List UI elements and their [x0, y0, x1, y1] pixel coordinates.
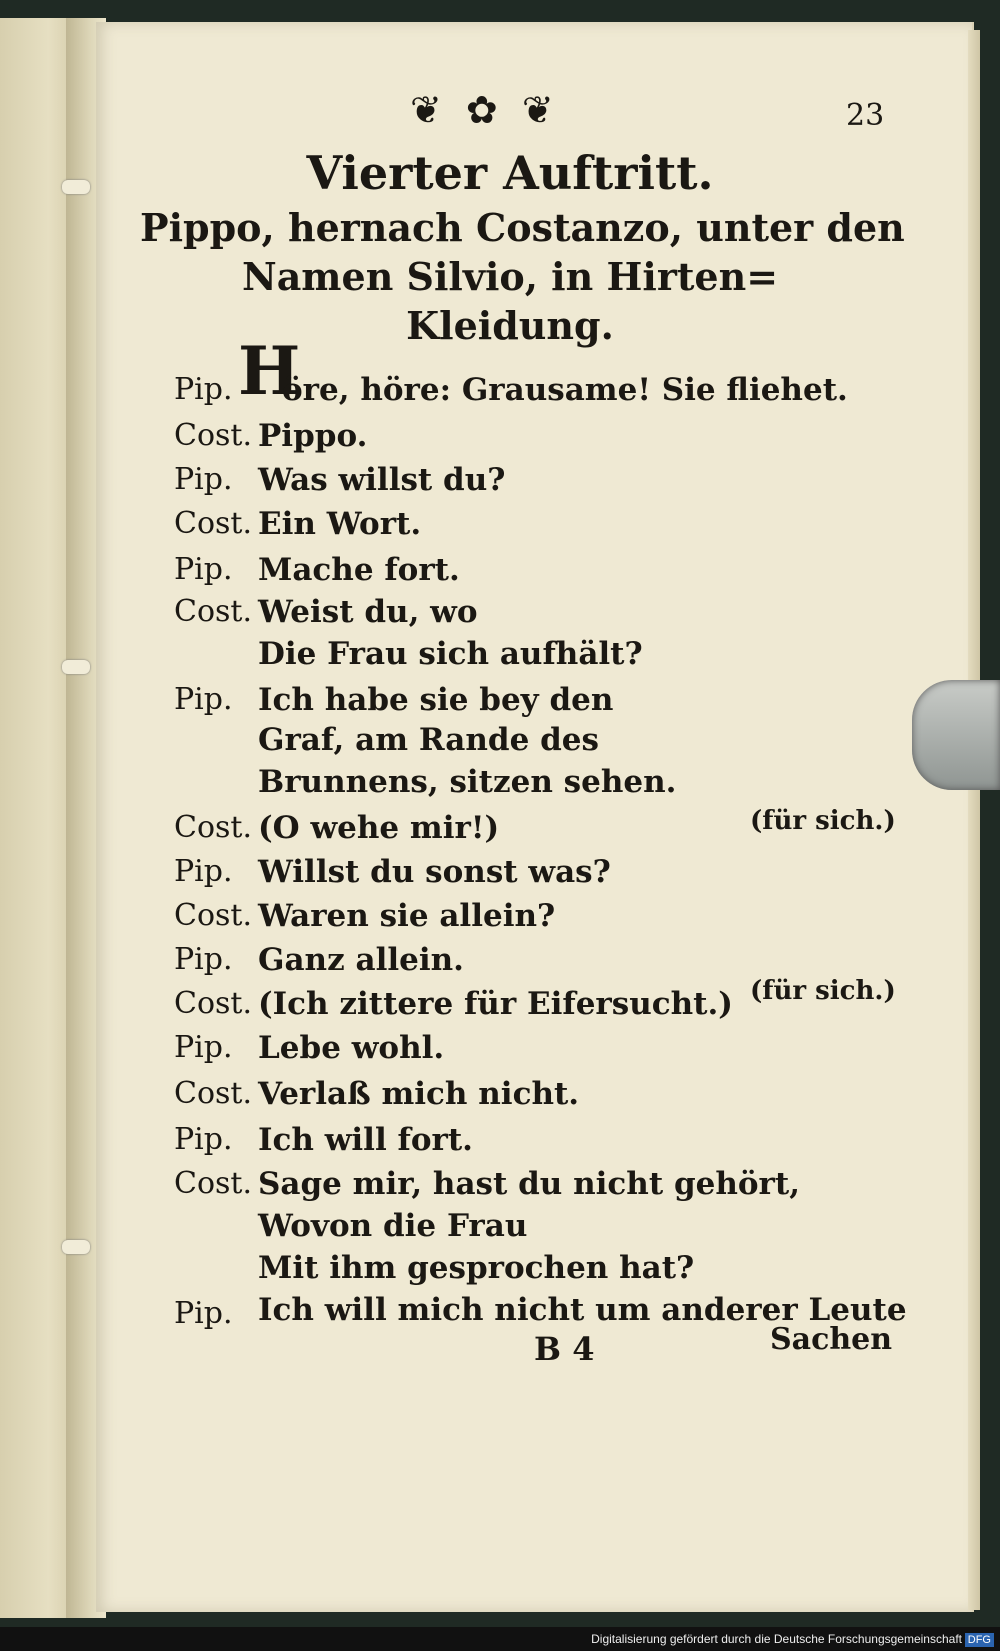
- speaker-label: Cost.: [174, 594, 253, 629]
- page-number: 23: [846, 98, 885, 133]
- speaker-label: Pip.: [174, 682, 233, 717]
- speaker-label: Pip.: [174, 1030, 233, 1065]
- dialogue-line: Die Frau sich aufhält?: [258, 636, 643, 672]
- dialogue-line: Mit ihm gesprochen hat?: [258, 1250, 695, 1286]
- binding-stitch: [62, 1240, 90, 1254]
- dialogue-line: Weist du, wo: [258, 594, 478, 630]
- stage-direction: (für sich.): [750, 976, 896, 1006]
- speaker-label: Cost.: [174, 986, 253, 1021]
- dialogue-line: Verlaß mich nicht.: [258, 1076, 580, 1112]
- dialogue-line: Ganz allein.: [258, 942, 464, 978]
- speaker-label: Pip.: [174, 372, 233, 407]
- credit-text: Digitalisierung gefördert durch die Deutsche Forschungsgemeinschaft: [591, 1632, 962, 1646]
- speaker-label: Pip.: [174, 1122, 233, 1157]
- scene-subtitle-line: Pippo, hernach Costanzo, unter den: [140, 205, 905, 250]
- page-edge: [968, 30, 980, 1610]
- dialogue-line: Lebe wohl.: [258, 1030, 445, 1066]
- speaker-label: Pip.: [174, 942, 233, 977]
- credit-footer: [0, 1627, 1000, 1651]
- speaker-label: Pip.: [174, 854, 233, 889]
- dialogue-line: öre, höre: Grausame! Sie fliehet.: [282, 372, 848, 408]
- speaker-label: Pip.: [174, 1296, 233, 1331]
- dialogue-line: Pippo.: [258, 418, 368, 454]
- speaker-label: Cost.: [174, 1076, 253, 1111]
- dialogue-line: Ein Wort.: [258, 506, 422, 542]
- dialogue-line: (Ich zittere für Eifersucht.): [258, 986, 733, 1022]
- dialogue-line: Mache fort.: [258, 552, 460, 588]
- speaker-label: Cost.: [174, 506, 253, 541]
- dialogue-line: Brunnens, sitzen sehen.: [258, 764, 677, 800]
- dialogue-line: Wovon die Frau: [258, 1208, 528, 1244]
- binding-stitch: [62, 180, 90, 194]
- dialogue-line: (O wehe mir!): [258, 810, 500, 846]
- scene-subtitle-line: Namen Silvio, in Hirten=: [241, 254, 779, 299]
- scene-subtitle-line: Kleidung.: [406, 303, 614, 348]
- dialogue-line: Waren sie allein?: [258, 898, 556, 934]
- dialogue-line: Willst du sonst was?: [258, 854, 611, 890]
- dialogue-line: Ich will fort.: [258, 1122, 473, 1158]
- catchword: Sachen: [770, 1322, 893, 1357]
- speaker-label: Cost.: [174, 898, 253, 933]
- dialogue-line: Was willst du?: [258, 462, 506, 498]
- dialogue-line: Ich habe sie bey den: [258, 682, 614, 718]
- binding-stitch: [62, 660, 90, 674]
- dialogue-line: Ich will mich nicht um anderer Leute: [258, 1292, 907, 1328]
- signature-mark: B 4: [534, 1330, 595, 1368]
- speaker-label: Pip.: [174, 552, 233, 587]
- drop-cap: H: [238, 332, 301, 410]
- speaker-label: Pip.: [174, 462, 233, 497]
- scene-title: Vierter Auftritt.: [306, 146, 714, 200]
- speaker-label: Cost.: [174, 1166, 253, 1201]
- speaker-label: Cost.: [174, 810, 253, 845]
- header-ornament: ❦ ✿ ❦: [410, 88, 560, 132]
- dfg-badge: DFG: [965, 1633, 994, 1647]
- stage-direction: (für sich.): [750, 806, 896, 836]
- speaker-label: Cost.: [174, 418, 253, 453]
- dialogue-line: Sage mir, hast du nicht gehört,: [258, 1166, 801, 1202]
- dialogue-line: Graf, am Rande des: [258, 722, 599, 758]
- page-clip: [912, 680, 1000, 790]
